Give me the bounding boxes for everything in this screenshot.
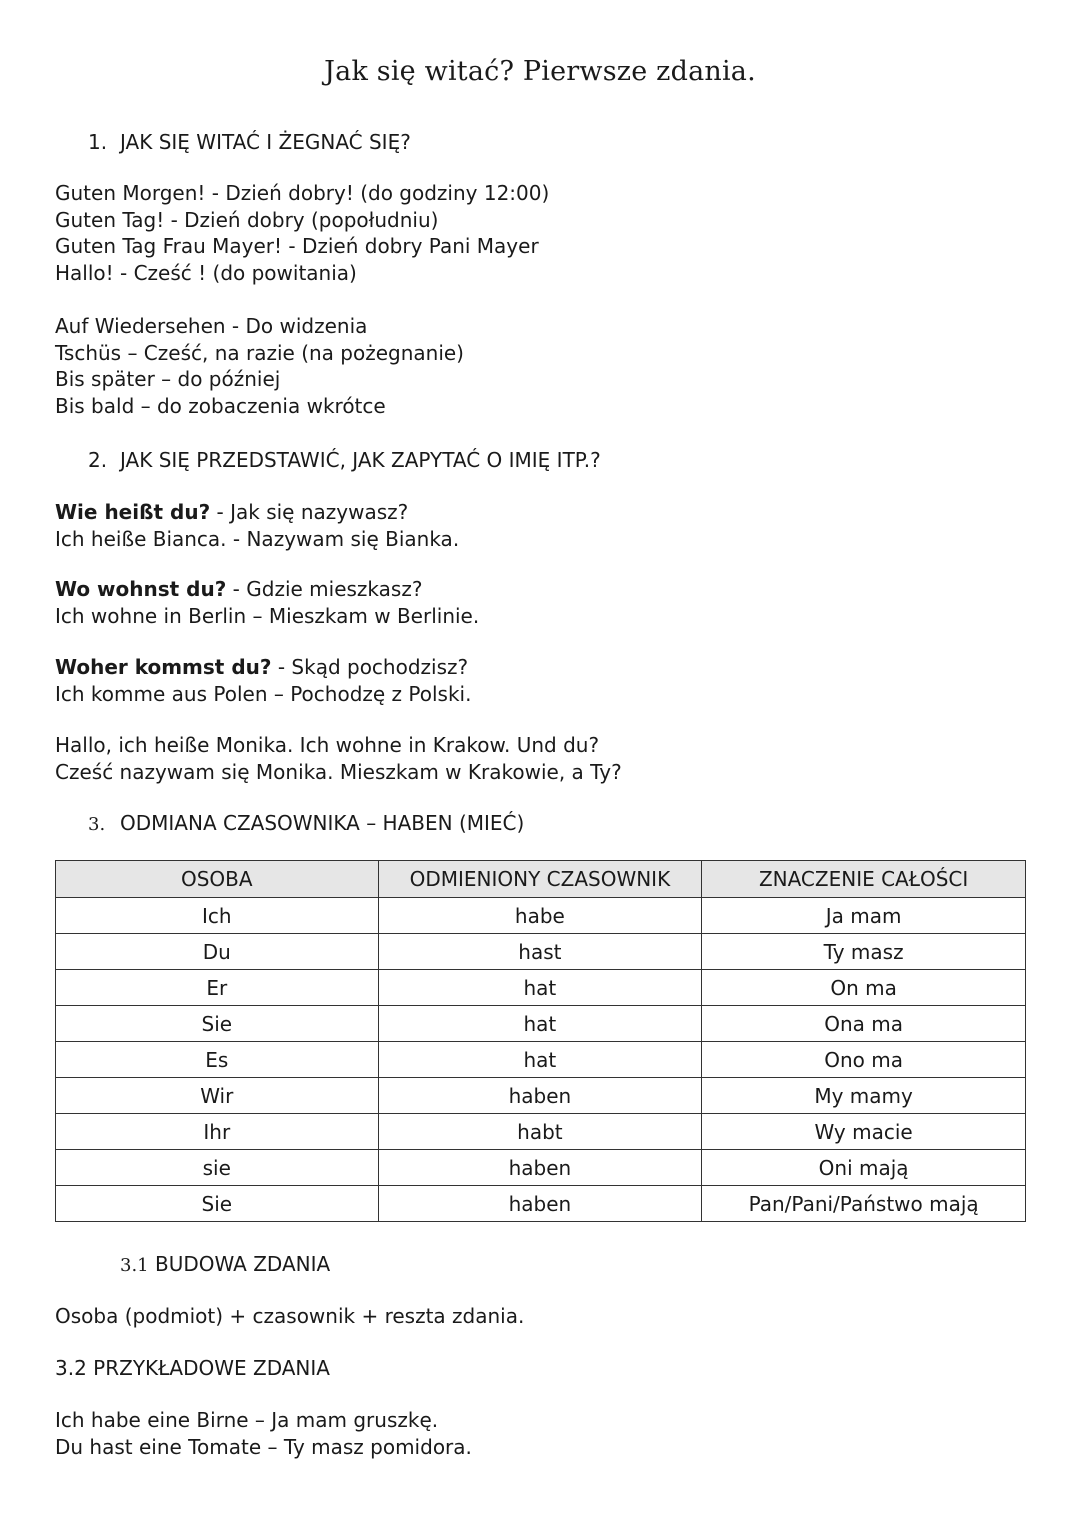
farewells-list	[55, 313, 464, 419]
table-header-row	[56, 861, 1026, 898]
farewell-line: Bis bald – do zobaczenia wkrótce	[55, 393, 386, 418]
qa-residence	[55, 576, 479, 629]
conjugation-table	[55, 860, 1026, 1222]
table-cell-verb: habt	[378, 1114, 702, 1150]
table-cell-meaning: On ma	[702, 970, 1026, 1006]
table-cell-verb: hast	[378, 934, 702, 970]
question-german: Wo wohnst du?	[55, 577, 227, 601]
table-row	[56, 1186, 1026, 1222]
table-cell-person: Sie	[56, 1006, 379, 1042]
question-polish: - Skąd pochodzisz?	[271, 655, 469, 679]
table-row	[56, 1150, 1026, 1186]
section-1-number: 1.	[88, 130, 108, 154]
section-3-1-title: BUDOWA ZDANIA	[148, 1252, 331, 1276]
table-row	[56, 898, 1026, 934]
table-row	[56, 1042, 1026, 1078]
table-row	[56, 1114, 1026, 1150]
table-cell-person: Du	[56, 934, 379, 970]
question-polish: - Jak się nazywasz?	[210, 500, 409, 524]
section-3-heading	[88, 811, 524, 835]
question-german: Wie heißt du?	[55, 500, 211, 524]
table-cell-person: Ich	[56, 898, 379, 934]
farewell-line: Auf Wiedersehen - Do widzenia	[55, 314, 368, 338]
section-2-number: 2.	[88, 448, 108, 472]
table-cell-meaning: Ono ma	[702, 1042, 1026, 1078]
table-cell-meaning: Oni mają	[702, 1150, 1026, 1186]
section-3-2-title: 3.2 PRZYKŁADOWE ZDANIA	[55, 1356, 330, 1380]
table-cell-person: Es	[56, 1042, 379, 1078]
section-3-title: ODMIANA CZASOWNIKA – HABEN (MIEĆ)	[120, 811, 525, 835]
table-cell-person: sie	[56, 1150, 379, 1186]
question-line	[55, 499, 459, 526]
section-3-number: 3.	[88, 814, 106, 835]
table-cell-meaning: My mamy	[702, 1078, 1026, 1114]
greeting-line: Guten Tag Frau Mayer! - Dzień dobry Pani Mayer	[55, 234, 539, 258]
greeting-line: Hallo! - Cześć ! (do powitania)	[55, 260, 357, 285]
example-sentences	[55, 1407, 472, 1460]
question-line	[55, 576, 479, 603]
table-cell-verb: habe	[378, 898, 702, 934]
table-row	[56, 970, 1026, 1006]
example-line: Cześć nazywam się Monika. Mieszkam w Krakowie, a Ty?	[55, 759, 622, 784]
answer-line: Ich wohne in Berlin – Mieszkam w Berlinie.	[55, 603, 480, 628]
section-2-title: JAK SIĘ PRZEDSTAWIĆ, JAK ZAPYTAĆ O IMIĘ ITP.?	[120, 448, 601, 472]
table-cell-meaning: Wy macie	[702, 1114, 1026, 1150]
table-cell-meaning: Ona ma	[702, 1006, 1026, 1042]
page-title: Jak się witać? Pierwsze zdania.	[324, 56, 756, 87]
table-cell-person: Er	[56, 970, 379, 1006]
farewell-line: Bis später – do później	[55, 367, 281, 391]
table-cell-verb: haben	[378, 1186, 702, 1222]
table-cell-person: Sie	[56, 1186, 379, 1222]
column-header: ODMIENIONY CZASOWNIK	[378, 861, 702, 898]
structure-formula: Osoba (podmiot) + czasownik + reszta zdania.	[55, 1304, 525, 1328]
answer-line: Ich heiße Bianca. - Nazywam się Bianka.	[55, 526, 460, 551]
introduction-example	[55, 732, 622, 785]
qa-name	[55, 499, 459, 552]
greetings-list	[55, 180, 549, 286]
table-cell-verb: hat	[378, 1006, 702, 1042]
section-3-1-number: 3.1	[120, 1255, 149, 1276]
section-1-title: JAK SIĘ WITAĆ I ŻEGNAĆ SIĘ?	[120, 130, 411, 154]
section-1-heading	[88, 130, 411, 154]
table-row	[56, 934, 1026, 970]
greeting-line: Guten Tag! - Dzień dobry (popołudniu)	[55, 207, 439, 232]
table-cell-person: Ihr	[56, 1114, 379, 1150]
section-2-heading	[88, 448, 601, 472]
question-german: Woher kommst du?	[55, 655, 272, 679]
table-cell-meaning: Pan/Pani/Państwo mają	[702, 1186, 1026, 1222]
table-row	[56, 1078, 1026, 1114]
question-polish: - Gdzie mieszkasz?	[226, 577, 423, 601]
table-cell-meaning: Ja mam	[702, 898, 1026, 934]
example-line: Hallo, ich heiße Monika. Ich wohne in Krakow. Und du?	[55, 733, 600, 757]
table-cell-person: Wir	[56, 1078, 379, 1114]
answer-line: Ich komme aus Polen – Pochodzę z Polski.	[55, 681, 472, 706]
qa-origin	[55, 654, 471, 707]
farewell-line: Tschüs – Cześć, na razie (na pożegnanie)	[55, 340, 464, 365]
greeting-line: Guten Morgen! - Dzień dobry! (do godziny 12:00)	[55, 181, 550, 205]
section-3-2-heading	[55, 1355, 330, 1382]
table-cell-verb: haben	[378, 1150, 702, 1186]
table-row	[56, 1006, 1026, 1042]
question-line	[55, 654, 471, 681]
table-cell-verb: haben	[378, 1078, 702, 1114]
example-sentence: Du hast eine Tomate – Ty masz pomidora.	[55, 1434, 472, 1459]
table-cell-verb: hat	[378, 1042, 702, 1078]
sentence-structure	[55, 1303, 524, 1330]
column-header: OSOBA	[56, 861, 379, 898]
table-cell-verb: hat	[378, 970, 702, 1006]
column-header: ZNACZENIE CAŁOŚCI	[702, 861, 1026, 898]
section-3-1-heading	[120, 1252, 330, 1276]
example-sentence: Ich habe eine Birne – Ja mam gruszkę.	[55, 1408, 439, 1432]
table-cell-meaning: Ty masz	[702, 934, 1026, 970]
